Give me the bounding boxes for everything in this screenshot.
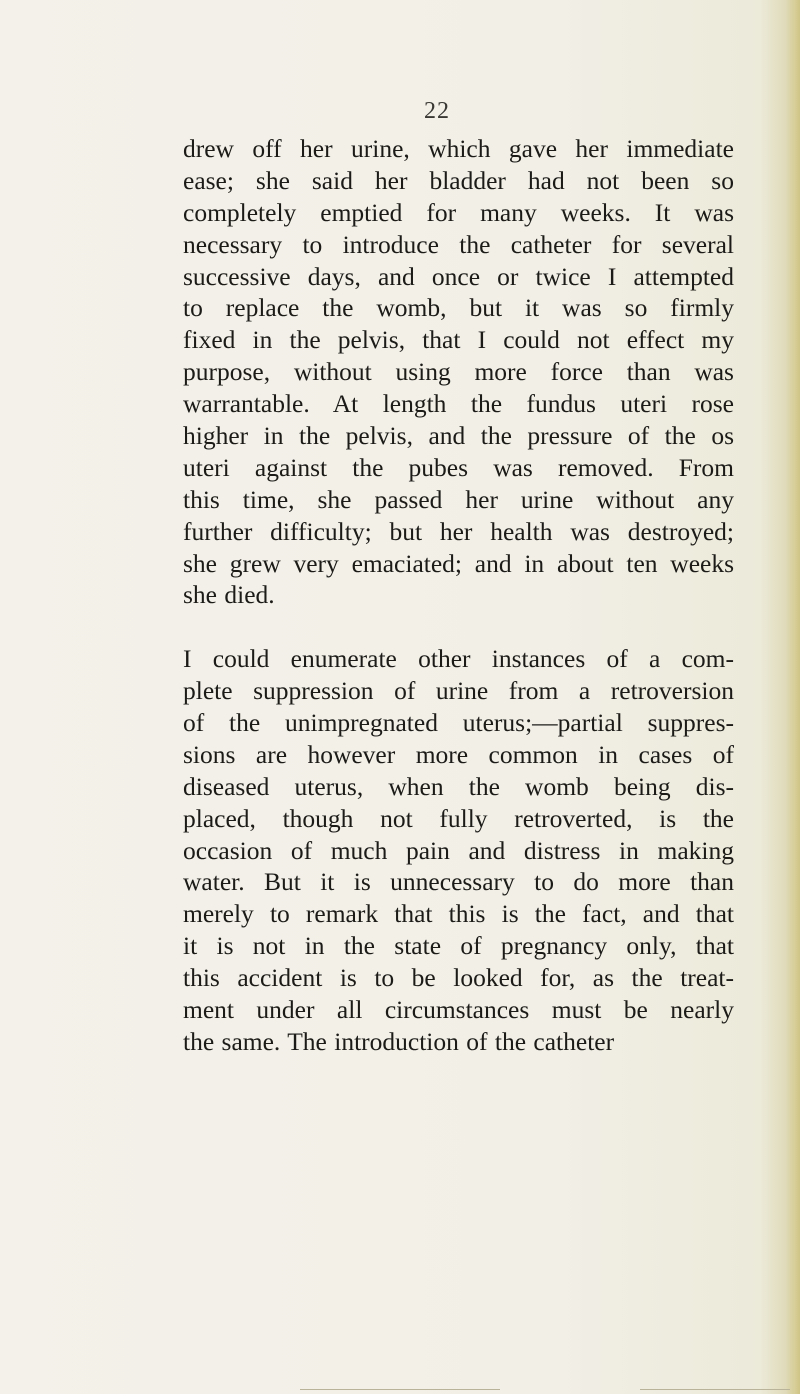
text-line: this accident is to be looked for, as the treat- <box>183 963 734 993</box>
text-line: I could enumerate other instances of a com- <box>183 644 734 674</box>
text-line: this time, she passed her urine without any <box>183 484 734 514</box>
body-text <box>183 133 734 1058</box>
text-line: the same. The introduction of the catheter <box>183 1026 615 1056</box>
text-line: she grew very emaciated; and in about ten weeks <box>183 548 734 578</box>
text-line: drew off her urine, which gave her immediate <box>183 134 734 163</box>
text-line: occasion of much pain and distress in making <box>183 835 734 865</box>
text-line: successive days, and once or twice I attempted <box>183 261 734 291</box>
page-edge-shadow <box>786 0 800 1394</box>
text-line: further difficulty; but her health was destroyed; <box>183 516 734 546</box>
text-line: sions are however more common in cases of <box>183 739 734 769</box>
text-line: higher in the pelvis, and the pressure of the os <box>183 421 734 451</box>
text-line: placed, though not fully retroverted, is the <box>183 803 734 833</box>
text-line: to replace the womb, but it was so firmly <box>183 293 734 323</box>
text-line: completely emptied for many weeks. It was <box>183 197 734 227</box>
text-line: she died. <box>183 580 275 610</box>
text-line: fixed in the pelvis, that I could not effect my <box>183 325 734 355</box>
page-number: 22 <box>424 98 450 124</box>
text-line: purpose, without using more force than was <box>183 357 734 387</box>
text-line: warrantable. At length the fundus uteri rose <box>183 389 734 419</box>
bottom-edge-line <box>640 1389 790 1390</box>
text-line: ease; she said her bladder had not been so <box>183 165 734 195</box>
text-line: it is not in the state of pregnancy only, that <box>183 931 734 961</box>
text-line: plete suppression of urine from a retroversion <box>183 676 734 706</box>
bottom-edge-line <box>300 1389 500 1390</box>
text-line: necessary to introduce the catheter for several <box>183 229 734 259</box>
text-line: water. But it is unnecessary to do more than <box>183 867 734 897</box>
text-line: of the unimpregnated uterus;—partial suppres- <box>183 708 734 738</box>
paragraph-gap <box>183 611 734 643</box>
paragraph-1 <box>183 133 734 611</box>
text-line: merely to remark that this is the fact, and that <box>183 899 734 929</box>
text-line: ment under all circumstances must be nearly <box>183 995 734 1025</box>
text-line: uteri against the pubes was removed. From <box>183 452 734 482</box>
paragraph-2 <box>183 643 734 1058</box>
text-line: diseased uterus, when the womb being dis- <box>183 771 734 801</box>
